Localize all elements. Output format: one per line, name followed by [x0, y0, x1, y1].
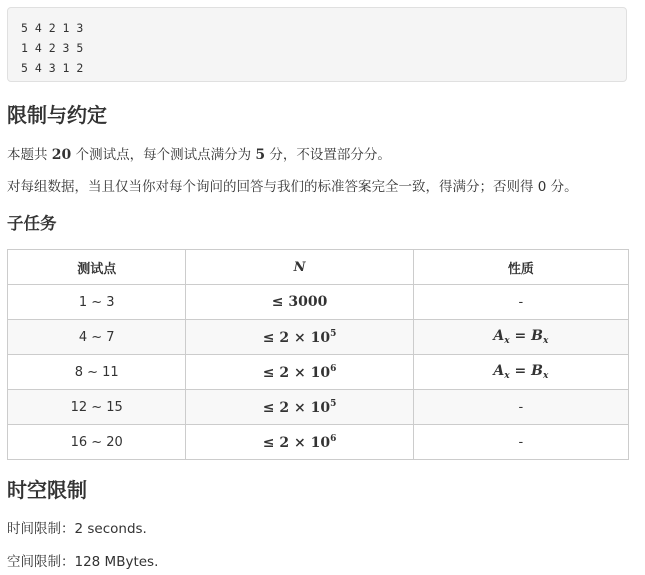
n-bound: ≤ 2 × 10 — [262, 399, 331, 416]
prop-eq: = — [509, 363, 532, 379]
code-line: 5 4 3 1 2 — [21, 61, 84, 75]
space-limit-value: 128 MBytes. — [74, 554, 159, 570]
prop-b-sub: x — [542, 371, 549, 381]
n-bound: ≤ 2 × 10 — [262, 329, 331, 346]
cell-n — [186, 285, 413, 320]
subtasks-table — [7, 249, 629, 460]
time-limit-value: 2 seconds. — [74, 521, 147, 537]
score-per-case: 5 — [255, 147, 266, 163]
table-row — [8, 390, 629, 425]
prop-b: B — [531, 363, 543, 379]
table-row — [8, 355, 629, 390]
cell-n — [186, 425, 413, 460]
n-exponent: 5 — [330, 398, 337, 409]
prop-b-sub: x — [542, 336, 549, 346]
limits-line-2: 对每组数据，当且仅当你对每个询问的回答与我们的标准答案完全一致，得满分；否则得 0 分。 — [7, 179, 578, 195]
prop-b: B — [531, 328, 543, 344]
n-exponent: 6 — [330, 433, 337, 444]
limits-heading: 限制与约定 — [7, 103, 107, 127]
n-bound: ≤ 2 × 10 — [262, 364, 331, 381]
cell-cases: 4 ~ 7 — [8, 320, 186, 355]
limits-line-1 — [7, 145, 391, 165]
cell-property — [413, 355, 628, 390]
limits-line1-suffix: 分，不设置部分分。 — [269, 147, 391, 163]
cell-cases: 8 ~ 11 — [8, 355, 186, 390]
space-limit-line — [7, 552, 158, 572]
header-property: 性质 — [413, 250, 628, 285]
time-space-heading: 时空限制 — [7, 478, 87, 502]
prop-a: A — [493, 363, 505, 379]
prop-a-sub: x — [504, 336, 510, 346]
n-exponent: 5 — [330, 328, 337, 339]
header-testcases: 测试点 — [8, 250, 186, 285]
code-line: 5 4 2 1 3 — [21, 21, 84, 35]
prop-a: A — [493, 328, 505, 344]
cell-property — [413, 320, 628, 355]
prop-a-sub: x — [504, 371, 510, 381]
n-bound: ≤ 3000 — [271, 294, 328, 310]
space-limit-label: 空间限制： — [7, 554, 75, 570]
cell-n — [186, 320, 413, 355]
prop-eq: = — [509, 328, 532, 344]
subtasks-heading: 子任务 — [7, 214, 57, 233]
n-bound: ≤ 2 × 10 — [262, 434, 331, 451]
limits-line1-prefix: 本题共 — [7, 147, 48, 163]
header-n-symbol: N — [293, 259, 306, 275]
cell-cases: 1 ~ 3 — [8, 285, 186, 320]
table-row — [8, 425, 629, 460]
n-exponent: 6 — [330, 363, 337, 374]
header-n — [186, 250, 413, 285]
cell-cases: 16 ~ 20 — [8, 425, 186, 460]
cell-property: - — [413, 285, 628, 320]
cell-n — [186, 355, 413, 390]
cell-cases: 12 ~ 15 — [8, 390, 186, 425]
sample-output-code-block — [7, 7, 627, 82]
testcase-count: 20 — [51, 147, 72, 163]
table-header-row — [8, 250, 629, 285]
time-limit-line — [7, 519, 147, 539]
table-row — [8, 285, 629, 320]
code-line: 1 4 2 3 5 — [21, 41, 84, 55]
time-limit-label: 时间限制： — [7, 521, 75, 537]
cell-property: - — [413, 425, 628, 460]
table-row — [8, 320, 629, 355]
cell-property: - — [413, 390, 628, 425]
limits-line1-middle: 个测试点，每个测试点满分为 — [75, 147, 252, 163]
cell-n — [186, 390, 413, 425]
